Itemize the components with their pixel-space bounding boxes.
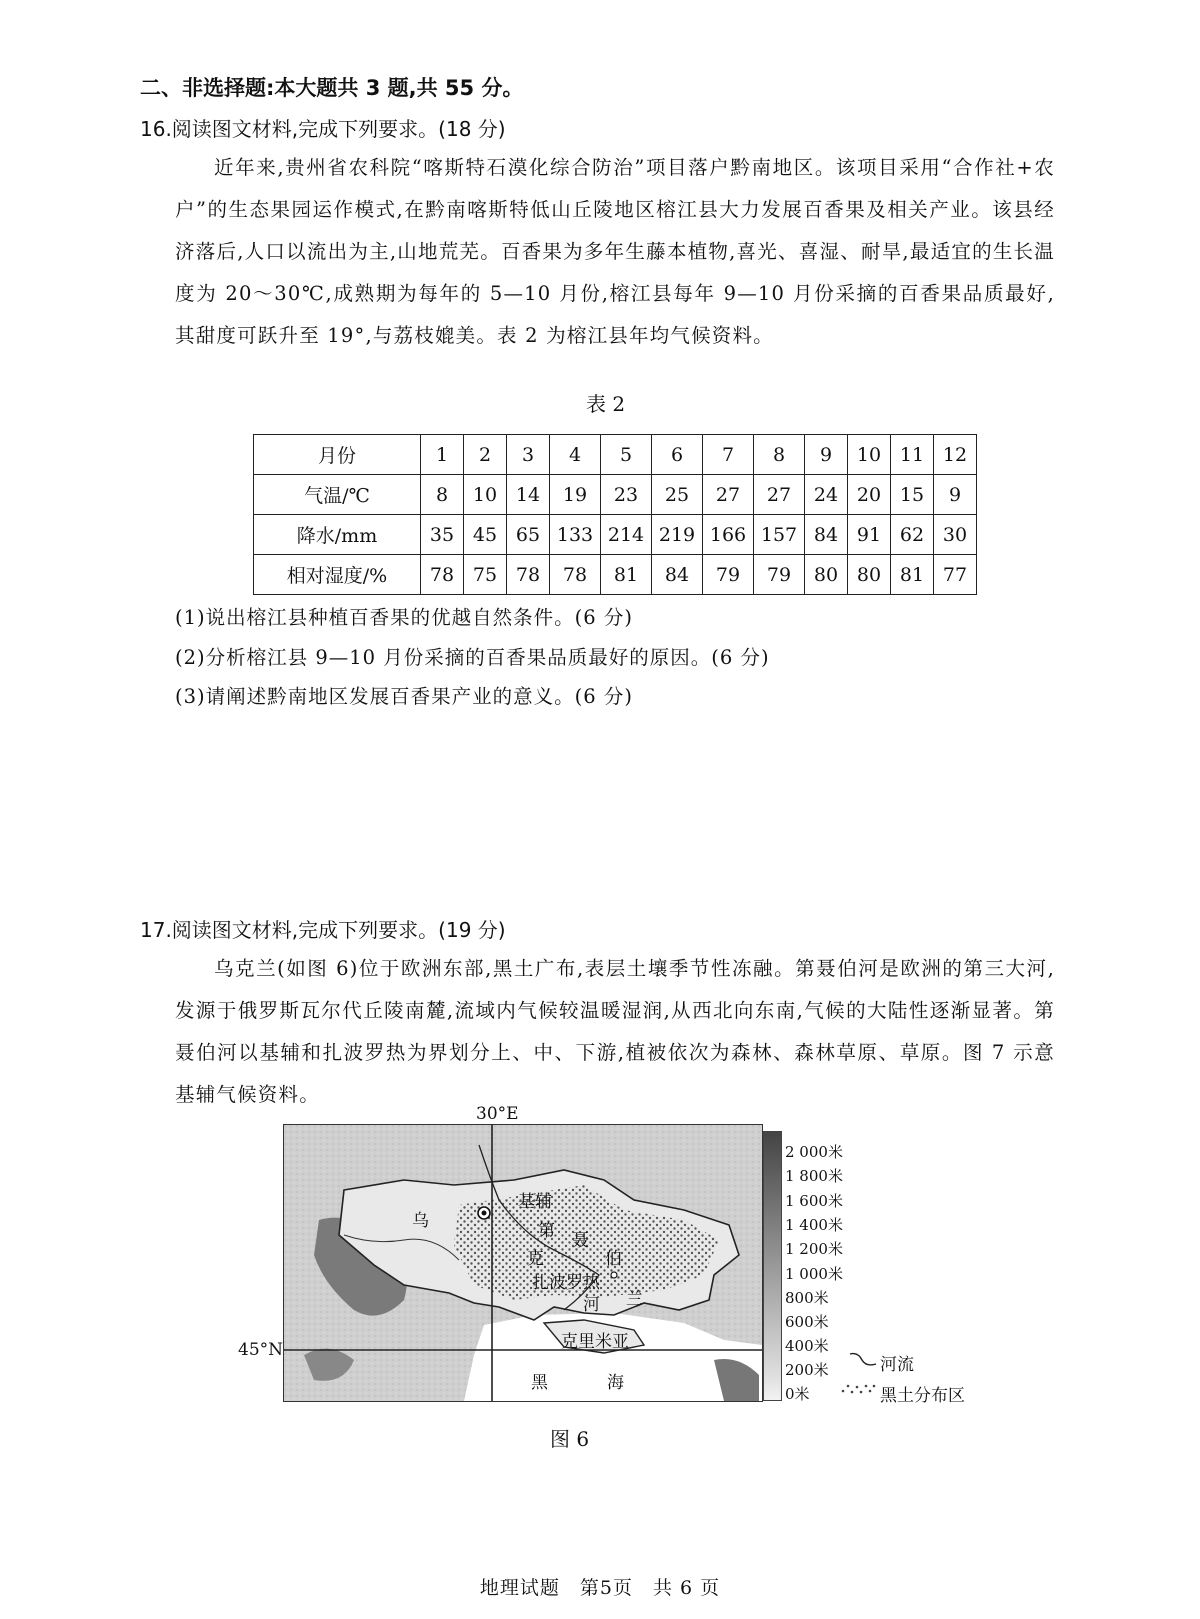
legend-2000: 2 000米 bbox=[785, 1143, 843, 1161]
table-cell: 9 bbox=[934, 475, 977, 515]
table-cell: 9 bbox=[805, 435, 848, 475]
table-cell: 79 bbox=[703, 555, 754, 595]
table-cell: 75 bbox=[464, 555, 507, 595]
table-cell: 14 bbox=[507, 475, 550, 515]
ukraine-map bbox=[283, 1124, 763, 1402]
question-17-title: 17.阅读图文材料,完成下列要求。(19 分) bbox=[140, 918, 506, 942]
table-cell: 11 bbox=[891, 435, 934, 475]
table-cell: 133 bbox=[550, 515, 601, 555]
table-cell: 81 bbox=[601, 555, 652, 595]
legend-0: 0米 bbox=[785, 1385, 810, 1403]
table-cell: 15 bbox=[891, 475, 934, 515]
table-cell: 166 bbox=[703, 515, 754, 555]
ukraine-char-1: 乌 bbox=[412, 1211, 429, 1231]
sub-question-2: (2)分析榕江县 9—10 月份采摘的百香果品质最好的原因。(6 分) bbox=[175, 646, 770, 669]
table-cell: 10 bbox=[464, 475, 507, 515]
table-cell: 8 bbox=[754, 435, 805, 475]
table-row-header: 月份 bbox=[254, 435, 421, 475]
dnieper-char-3: 伯 bbox=[605, 1249, 622, 1269]
table-cell: 91 bbox=[848, 515, 891, 555]
table-cell: 8 bbox=[421, 475, 464, 515]
table-cell: 1 bbox=[421, 435, 464, 475]
ukraine-char-3: 兰 bbox=[626, 1289, 643, 1309]
table-cell: 23 bbox=[601, 475, 652, 515]
table-cell: 77 bbox=[934, 555, 977, 595]
table-cell: 65 bbox=[507, 515, 550, 555]
table-cell: 79 bbox=[754, 555, 805, 595]
legend-1200: 1 200米 bbox=[785, 1240, 843, 1258]
river-legend-label: 河流 bbox=[880, 1355, 914, 1375]
table-cell: 30 bbox=[934, 515, 977, 555]
table-cell: 19 bbox=[550, 475, 601, 515]
dnieper-char-1: 第 bbox=[538, 1221, 555, 1241]
table-row-header: 相对湿度/% bbox=[254, 555, 421, 595]
legend-1600: 1 600米 bbox=[785, 1192, 843, 1210]
legend-800: 800米 bbox=[785, 1289, 829, 1307]
zaporizhzhia-label: 扎波罗热 bbox=[532, 1273, 600, 1293]
table-cell: 157 bbox=[754, 515, 805, 555]
table-row-header: 降水/mm bbox=[254, 515, 421, 555]
table-cell: 25 bbox=[652, 475, 703, 515]
map-graphic bbox=[284, 1125, 762, 1401]
sub-question-3: (3)请阐述黔南地区发展百香果产业的意义。(6 分) bbox=[175, 685, 633, 708]
table-cell: 80 bbox=[805, 555, 848, 595]
longitude-label: 30°E bbox=[476, 1104, 519, 1124]
legend-1000: 1 000米 bbox=[785, 1265, 843, 1283]
table-cell: 35 bbox=[421, 515, 464, 555]
legend-600: 600米 bbox=[785, 1313, 829, 1331]
dnieper-char-4: 河 bbox=[583, 1295, 600, 1315]
table-cell: 6 bbox=[652, 435, 703, 475]
crimea-label: 克里米亚 bbox=[561, 1332, 629, 1352]
question-16-title: 16.阅读图文材料,完成下列要求。(18 分) bbox=[140, 117, 506, 141]
blacksoil-legend-icon bbox=[840, 1381, 876, 1397]
blacksoil-legend-label: 黑土分布区 bbox=[880, 1386, 965, 1406]
table-cell: 24 bbox=[805, 475, 848, 515]
sub-question-1: (1)说出榕江县种植百香果的优越自然条件。(6 分) bbox=[175, 606, 633, 629]
table-2-caption: 表 2 bbox=[586, 392, 626, 416]
table-row-header: 气温/℃ bbox=[254, 475, 421, 515]
latitude-label: 45°N bbox=[238, 1340, 284, 1360]
table-cell: 2 bbox=[464, 435, 507, 475]
legend-200: 200米 bbox=[785, 1361, 829, 1379]
elevation-legend-bar bbox=[763, 1131, 782, 1401]
table-cell: 3 bbox=[507, 435, 550, 475]
table-cell: 78 bbox=[550, 555, 601, 595]
section-title: 二、非选择题:本大题共 3 题,共 55 分。 bbox=[140, 76, 524, 100]
table-cell: 4 bbox=[550, 435, 601, 475]
table-cell: 5 bbox=[601, 435, 652, 475]
table-cell: 27 bbox=[754, 475, 805, 515]
table-cell: 214 bbox=[601, 515, 652, 555]
table-cell: 78 bbox=[507, 555, 550, 595]
legend-400: 400米 bbox=[785, 1337, 829, 1355]
table-cell: 12 bbox=[934, 435, 977, 475]
table-cell: 84 bbox=[805, 515, 848, 555]
table-cell: 27 bbox=[703, 475, 754, 515]
table-cell: 80 bbox=[848, 555, 891, 595]
table-row bbox=[254, 435, 977, 475]
table-cell: 84 bbox=[652, 555, 703, 595]
table-cell: 78 bbox=[421, 555, 464, 595]
climate-table bbox=[253, 434, 977, 595]
table-row bbox=[254, 475, 977, 515]
question-17-paragraph: 乌克兰(如图 6)位于欧洲东部,黑土广布,表层土壤季节性冻融。第聂伯河是欧洲的第三大河,发源于俄罗斯瓦尔代丘陵南麓,流域内气候较温暖湿润,从西北向东南,气候的大陆性逐渐显著。第聂伯河以基辅和扎波罗热为界划分上、中、下游,植被依次为森林、森林草原、草原。图 7 示意基辅气候资料。 bbox=[175, 957, 1055, 1106]
table-cell: 81 bbox=[891, 555, 934, 595]
river-legend-icon bbox=[848, 1350, 878, 1370]
question-16-material bbox=[175, 147, 1055, 357]
figure-6-caption: 图 6 bbox=[550, 1427, 590, 1451]
table-cell: 62 bbox=[891, 515, 934, 555]
question-16-paragraph: 近年来,贵州省农科院“喀斯特石漠化综合防治”项目落户黔南地区。该项目采用“合作社+农户”的生态果园运作模式,在黔南喀斯特低山丘陵地区榕江县大力发展百香果及相关产业。该县经济落后,人口以流出为主,山地荒芜。百香果为多年生藤本植物,喜光、喜湿、耐旱,最适宜的生长温度为 20～30℃,成熟期为每年的 5—10 月份,榕江县每年 9—10 月份采摘的百香果品质最好,其甜度可跃升至 19°,与荔枝媲美。表 2 为榕江县年均气候资料。 bbox=[175, 156, 1055, 347]
black-sea-char-2: 海 bbox=[607, 1373, 624, 1393]
dnieper-char-2: 聂 bbox=[572, 1231, 589, 1251]
page-footer: 地理试题 第5页 共 6 页 bbox=[479, 1577, 721, 1599]
table-cell: 219 bbox=[652, 515, 703, 555]
ukraine-char-2: 克 bbox=[527, 1249, 544, 1269]
table-cell: 10 bbox=[848, 435, 891, 475]
table-row bbox=[254, 515, 977, 555]
table-row bbox=[254, 555, 977, 595]
table-cell: 20 bbox=[848, 475, 891, 515]
table-cell: 45 bbox=[464, 515, 507, 555]
legend-1800: 1 800米 bbox=[785, 1167, 843, 1185]
table-cell: 7 bbox=[703, 435, 754, 475]
kyiv-label: 基辅 bbox=[518, 1192, 552, 1212]
question-17-material bbox=[175, 948, 1055, 1116]
black-sea-char-1: 黑 bbox=[531, 1373, 548, 1393]
legend-1400: 1 400米 bbox=[785, 1216, 843, 1234]
